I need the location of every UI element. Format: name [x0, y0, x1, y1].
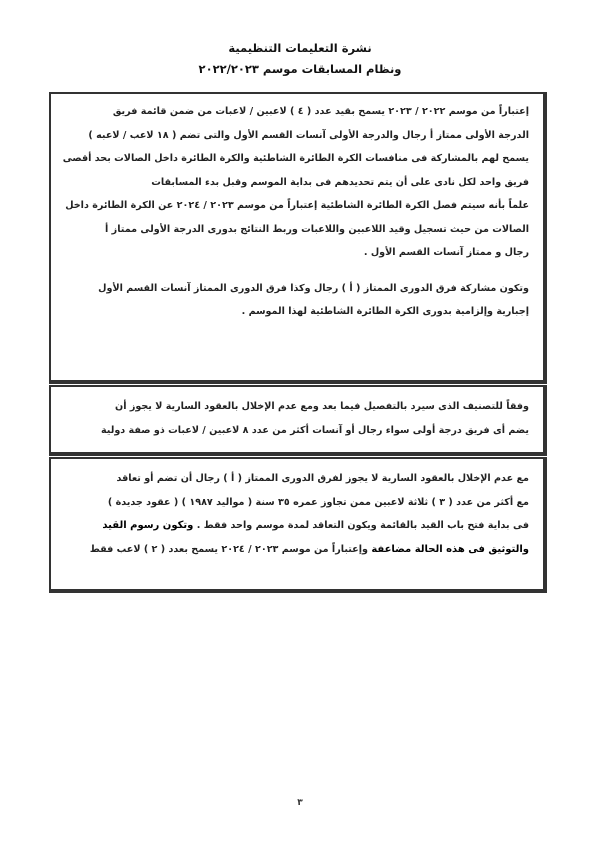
text-line: مع أكثر من عدد ( ٣ ) ثلاثة لاعبين ممن تجاوز عمره ٣٥ سنة ( مواليد ١٩٨٧ ) ( عقود جديدة ) [107, 496, 529, 508]
paragraph [65, 467, 529, 561]
text-line: يضم أى فريق درجة أولى سواء رجال أو آنسات أكثر من عدد ٨ لاعبين / لاعبات ذو صفة دولية [100, 424, 529, 436]
text-line: يسمح لهم بالمشاركة فى منافسات الكرة الطائرة الشاطئية والكرة الطائرة داخل الصالات بحد أقصى [62, 153, 529, 164]
text-line: فريق واحد لكل نادى على أن يتم تحديدهم فى بداية الموسم وقبل بدء المسابقات [151, 176, 529, 188]
text-line [65, 514, 529, 538]
document-header [0, 38, 600, 80]
text-line: علماً بأنه سيتم فصل الكرة الطائرة الشاطئية إعتباراً من موسم ٢٠٢٣ / ٢٠٢٤ عن الكرة الطائرة داخل [65, 200, 529, 211]
text-normal: وإعتباراً من موسم ٢٠٢٣ / ٢٠٢٤ يسمح بعدد ( ٢ ) لاعب فقط [89, 543, 372, 555]
text-emphasis: وتكون رسوم القيد [102, 520, 194, 531]
text-line: رجال و ممتاز آنسات القسم الأول . [363, 247, 529, 258]
text-line: الدرجة الأولى ممتاز أ رجال والدرجة الأولى آنسات القسم الأول والتى تضم ( ١٨ لاعب / لاعبه ) [88, 129, 529, 141]
document-subtitle: ونظام المسابقات موسم ٢٠٢٢/٢٠٢٣ [198, 62, 402, 76]
paragraph [65, 395, 529, 442]
text-line: وتكون مشاركة فرق الدورى الممتاز ( أ ) رجال وكذا فرق الدورى الممتاز آنسات القسم الأول [98, 282, 529, 294]
paragraph [62, 100, 529, 265]
page-number: ٣ [297, 798, 303, 808]
text-line: وفقاً للتصنيف الذى سيرد بالتفصيل فيما بعد ومع عدم الإخلال بالعقود السارية لا يجوز أن [115, 401, 529, 412]
rule-box-age-limit [49, 457, 547, 593]
text-line: إعتباراً من موسم ٢٠٢٢ / ٢٠٢٣ يسمح بقيد عدد ( ٤ ) لاعبين / لاعبات من ضمن قائمة فريق [112, 106, 529, 117]
text-line: مع عدم الإخلال بالعقود السارية لا يجوز لفرق الدورى الممتاز ( أ ) رجال أن تضم أو تعاقد [116, 473, 529, 484]
text-emphasis: والتوثيق فى هذه الحالة مضاعفة [371, 543, 529, 555]
document-title: نشرة التعليمات التنظيمية [228, 41, 372, 55]
text-normal: فى بداية فتح باب القيد بالقائمة ويكون التعاقد لمدة موسم واحد فقط . [193, 520, 529, 531]
paragraph [65, 277, 529, 324]
text-line [65, 538, 529, 562]
rule-box-international-players [49, 385, 547, 456]
text-line: إجبارية وإلزامية بدورى الكرة الطائرة الشاطئية لهذا الموسم . [241, 306, 529, 317]
text-line: الصالات من حيث تسجيل وقيد اللاعبين واللاعبات وربط النتائج بدورى الدرجة الأولى ممتاز أ [105, 223, 529, 235]
rule-box-beach-volleyball [49, 92, 547, 384]
